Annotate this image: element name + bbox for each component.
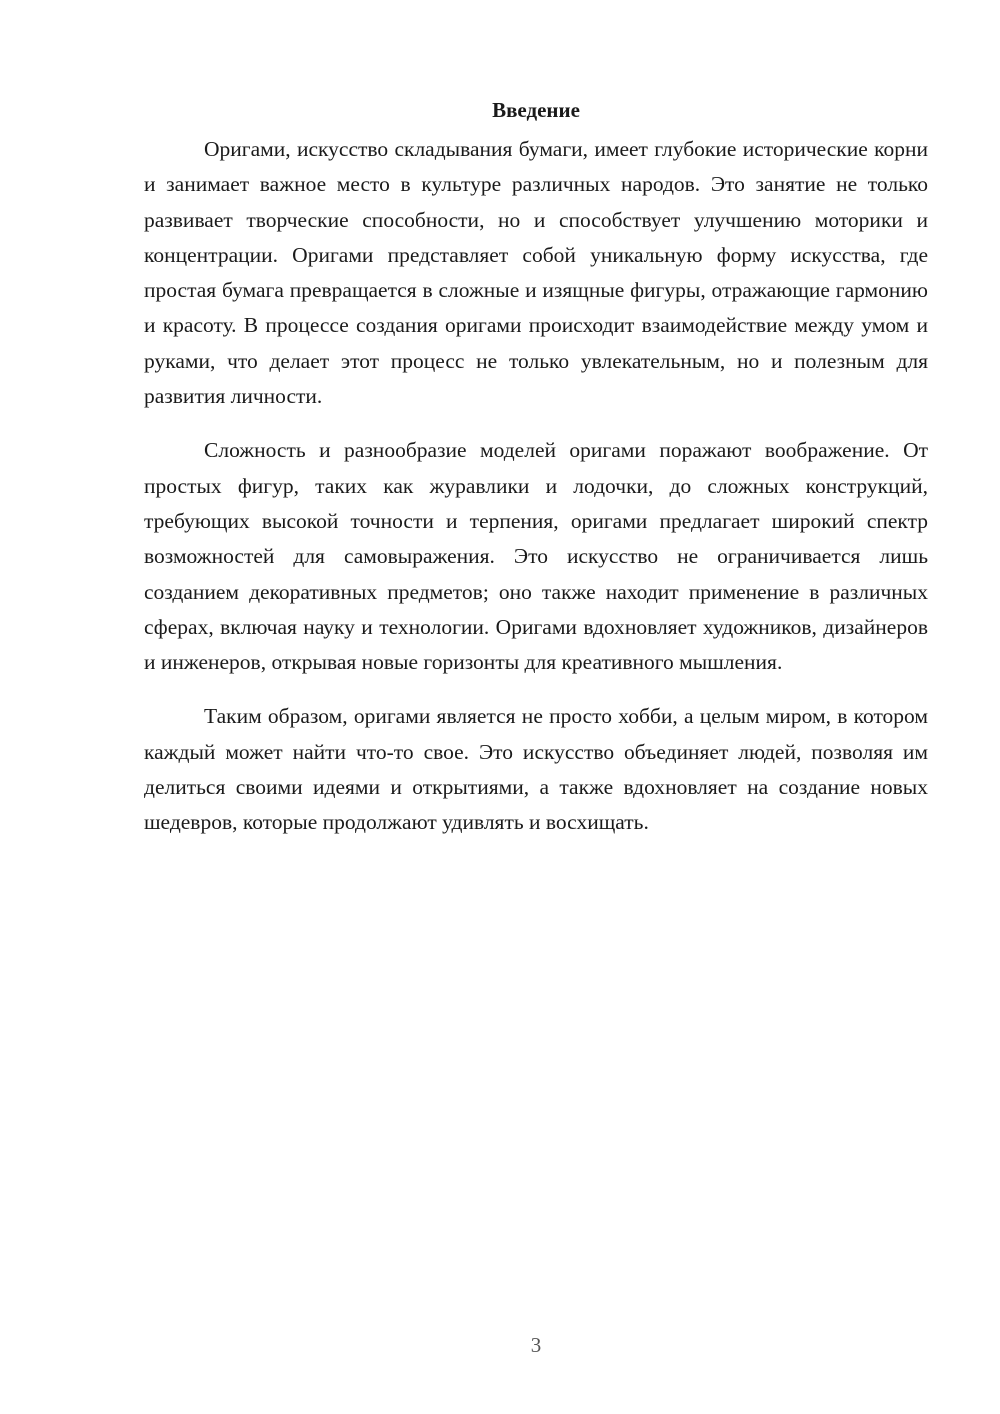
page-content xyxy=(144,92,928,860)
paragraph-2: Сложность и разнообразие моделей оригами поражают воображение. От простых фигур, таких как журавлики и лодочки, до сложных конструкций, требующих высокой точности и терпения, оригами предлагает широкий спектр возможностей для самовыражения. Это искусство не ограничивается лишь созданием декоративных предметов; оно также находит применение в различных сферах, включая науку и технологии. Оригами вдохновляет художников, дизайнеров и инженеров, открывая новые горизонты для креативного мышления. xyxy=(144,438,928,675)
section-heading: Введение xyxy=(492,98,580,122)
paragraph-3: Таким образом, оригами является не просто хобби, а целым миром, в котором каждый может найти что-то свое. Это искусство объединяет людей, позволяя им делиться своими идеями и открытиями, а также вдохновляет на создание новых шедевров, которые продолжают удивлять и восхищать. xyxy=(144,704,928,835)
paragraph-1: Оригами, искусство складывания бумаги, имеет глубокие исторические корни и занимает важное место в культуре различных народов. Это занятие не только развивает творческие способности, но и способствует улучшению моторики и концентрации. Оригами представляет собой уникальную форму искусства, где простая бумага превращается в сложные и изящные фигуры, отражающие гармонию и красоту. В процессе создания оригами происходит взаимодействие между умом и руками, что делает этот процесс не только увлекательным, но и полезным для развития личности. xyxy=(144,137,928,409)
page-number: 3 xyxy=(530,1333,542,1357)
